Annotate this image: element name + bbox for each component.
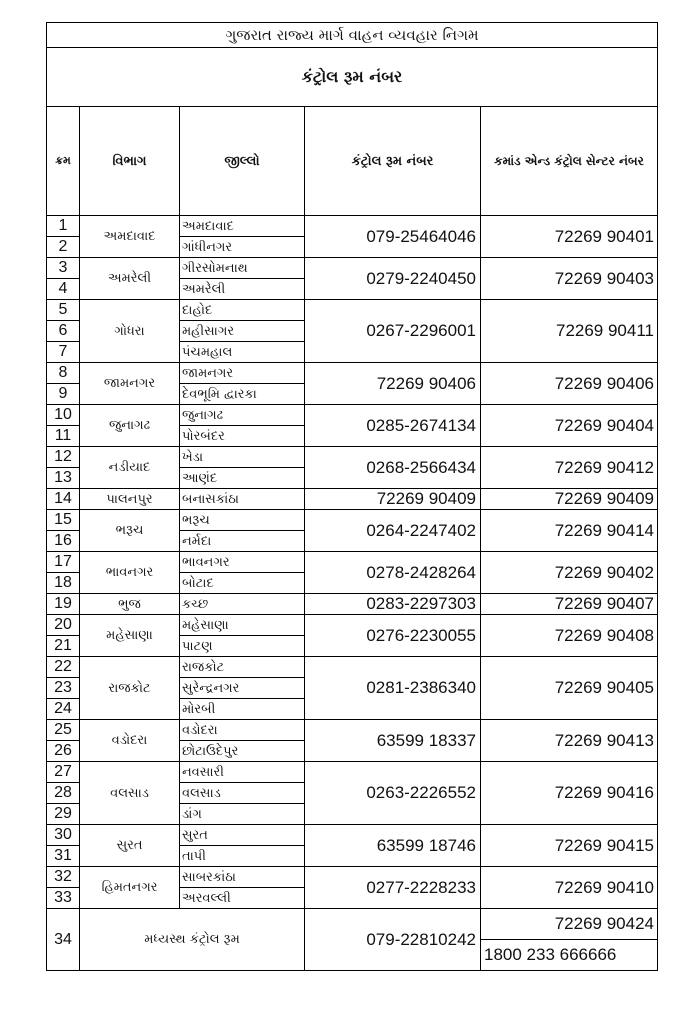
- row-serial: 32: [47, 867, 80, 888]
- control-room-number: 63599 18337: [305, 720, 481, 762]
- row-serial: 14: [47, 489, 80, 510]
- row-serial: 3: [47, 258, 80, 279]
- district-name: નવસારી: [180, 762, 305, 783]
- row-serial: 27: [47, 762, 80, 783]
- table-row: [47, 510, 658, 531]
- control-room-number: 0277-2228233: [305, 867, 481, 909]
- table-row: [47, 489, 658, 510]
- row-serial: 19: [47, 594, 80, 615]
- district-name: વડોદરા: [180, 720, 305, 741]
- district-name: બનાસકાંઠા: [180, 489, 305, 510]
- row-serial: 8: [47, 363, 80, 384]
- command-center-number: 72269 90405: [481, 657, 658, 720]
- division-name: અમરેલી: [80, 258, 180, 300]
- division-name: જુનાગઢ: [80, 405, 180, 447]
- division-name: ગોધરા: [80, 300, 180, 363]
- row-serial: 23: [47, 678, 80, 699]
- row-serial: 20: [47, 615, 80, 636]
- table-row: [47, 300, 658, 321]
- control-room-number: 0276-2230055: [305, 615, 481, 657]
- district-name: નર્મદા: [180, 531, 305, 552]
- district-name: જુનાગઢ: [180, 405, 305, 426]
- row-serial: 30: [47, 825, 80, 846]
- row-serial: 24: [47, 699, 80, 720]
- command-center-number: 72269 90409: [481, 489, 658, 510]
- row-serial: 33: [47, 888, 80, 909]
- district-name: પોરબંદર: [180, 426, 305, 447]
- control-room-number: 0283-2297303: [305, 594, 481, 615]
- control-room-number: 0267-2296001: [305, 300, 481, 363]
- column-header-row: [47, 107, 658, 216]
- district-name: ડાંગ: [180, 804, 305, 825]
- control-room-table: [46, 22, 658, 971]
- control-room-number: 079-25464046: [305, 216, 481, 258]
- district-name: સુરેન્દ્રનગર: [180, 678, 305, 699]
- command-center-number: 72269 90413: [481, 720, 658, 762]
- command-center-number: 72269 90404: [481, 405, 658, 447]
- column-header-control-room: કંટ્રોલ રૂમ નંબર: [305, 107, 481, 216]
- command-center-number: 72269 90416: [481, 762, 658, 825]
- district-name: બોટાદ: [180, 573, 305, 594]
- control-room-number: 0279-2240450: [305, 258, 481, 300]
- district-name: અમરેલી: [180, 279, 305, 300]
- command-center-number: 72269 90414: [481, 510, 658, 552]
- row-serial: 25: [47, 720, 80, 741]
- central-serial: 34: [47, 909, 80, 971]
- division-name: રાજકોટ: [80, 657, 180, 720]
- district-name: મહેસાણા: [180, 615, 305, 636]
- table-row: [47, 258, 658, 279]
- control-room-number: 0263-2226552: [305, 762, 481, 825]
- division-name: સુરત: [80, 825, 180, 867]
- table-row: [47, 720, 658, 741]
- division-name: પાલનપુર: [80, 489, 180, 510]
- table-row: [47, 825, 658, 846]
- row-serial: 17: [47, 552, 80, 573]
- row-serial: 5: [47, 300, 80, 321]
- division-name: વડોદરા: [80, 720, 180, 762]
- row-serial: 13: [47, 468, 80, 489]
- central-tollfree-number: 1800 233 666666: [481, 940, 658, 971]
- district-name: રાજકોટ: [180, 657, 305, 678]
- division-name: નડીયાદ: [80, 447, 180, 489]
- district-name: તાપી: [180, 846, 305, 867]
- central-row: [47, 909, 658, 940]
- district-name: ખેડા: [180, 447, 305, 468]
- table-row: [47, 552, 658, 573]
- district-name: વલસાડ: [180, 783, 305, 804]
- division-name: ભુજ: [80, 594, 180, 615]
- district-name: ભાવનગર: [180, 552, 305, 573]
- row-serial: 15: [47, 510, 80, 531]
- division-name: ભાવનગર: [80, 552, 180, 594]
- control-room-number: 72269 90409: [305, 489, 481, 510]
- command-center-number: 72269 90406: [481, 363, 658, 405]
- command-center-number: 72269 90408: [481, 615, 658, 657]
- district-name: જામનગર: [180, 363, 305, 384]
- table-row: [47, 657, 658, 678]
- district-name: ભરૂચ: [180, 510, 305, 531]
- control-room-number: 0264-2247402: [305, 510, 481, 552]
- district-name: પંચમહાલ: [180, 342, 305, 363]
- title-row: [47, 23, 658, 48]
- row-serial: 16: [47, 531, 80, 552]
- row-serial: 21: [47, 636, 80, 657]
- row-serial: 2: [47, 237, 80, 258]
- division-name: વલસાડ: [80, 762, 180, 825]
- district-name: ગાંધીનગર: [180, 237, 305, 258]
- row-serial: 11: [47, 426, 80, 447]
- control-room-number: 0278-2428264: [305, 552, 481, 594]
- district-name: આણંદ: [180, 468, 305, 489]
- row-serial: 12: [47, 447, 80, 468]
- row-serial: 7: [47, 342, 80, 363]
- table-body: [47, 216, 658, 909]
- command-center-number: 72269 90412: [481, 447, 658, 489]
- command-center-number: 72269 90402: [481, 552, 658, 594]
- command-center-number: 72269 90411: [481, 300, 658, 363]
- district-name: છોટાઉદેપુર: [180, 741, 305, 762]
- control-room-number: 63599 18746: [305, 825, 481, 867]
- row-serial: 18: [47, 573, 80, 594]
- district-name: દાહોદ: [180, 300, 305, 321]
- district-name: દેવભૂમિ દ્વારકા: [180, 384, 305, 405]
- central-control-number: 079-22810242: [305, 909, 481, 971]
- control-room-number: 72269 90406: [305, 363, 481, 405]
- row-serial: 28: [47, 783, 80, 804]
- command-center-number: 72269 90410: [481, 867, 658, 909]
- control-room-document: [46, 22, 657, 971]
- table-row: [47, 216, 658, 237]
- row-serial: 29: [47, 804, 80, 825]
- district-name: અરવલ્લી: [180, 888, 305, 909]
- control-room-number: 0268-2566434: [305, 447, 481, 489]
- division-name: જામનગર: [80, 363, 180, 405]
- district-name: ગીરસોમનાથ: [180, 258, 305, 279]
- division-name: મહેસાણા: [80, 615, 180, 657]
- division-name: હિમતનગર: [80, 867, 180, 909]
- row-serial: 1: [47, 216, 80, 237]
- subtitle-row: [47, 48, 658, 107]
- district-name: અમદાવાદ: [180, 216, 305, 237]
- document-title: ગુજરાત રાજ્ય માર્ગ વાહન વ્યવહાર નિગમ: [47, 23, 658, 48]
- document-subtitle: કંટ્રોલ રૂમ નંબર: [47, 48, 658, 107]
- district-name: પાટણ: [180, 636, 305, 657]
- district-name: મહીસાગર: [180, 321, 305, 342]
- table-row: [47, 594, 658, 615]
- district-name: મોરબી: [180, 699, 305, 720]
- table-row: [47, 615, 658, 636]
- command-center-number: 72269 90401: [481, 216, 658, 258]
- row-serial: 9: [47, 384, 80, 405]
- row-serial: 22: [47, 657, 80, 678]
- row-serial: 6: [47, 321, 80, 342]
- central-command-number: 72269 90424: [481, 909, 658, 940]
- row-serial: 26: [47, 741, 80, 762]
- table-row: [47, 762, 658, 783]
- command-center-number: 72269 90407: [481, 594, 658, 615]
- column-header-command-center: કમાંડ એન્ડ કંટ્રોલ સેન્ટર નંબર: [481, 107, 658, 216]
- control-room-number: 0285-2674134: [305, 405, 481, 447]
- control-room-number: 0281-2386340: [305, 657, 481, 720]
- column-header-serial: ક્રમ: [47, 107, 80, 216]
- central-label: મધ્યસ્થ કંટ્રોલ રૂમ: [80, 909, 305, 971]
- division-name: ભરૂચ: [80, 510, 180, 552]
- row-serial: 4: [47, 279, 80, 300]
- table-row: [47, 405, 658, 426]
- command-center-number: 72269 90415: [481, 825, 658, 867]
- column-header-district: જીલ્લો: [180, 107, 305, 216]
- command-center-number: 72269 90403: [481, 258, 658, 300]
- district-name: કચ્છ: [180, 594, 305, 615]
- column-header-division: વિભાગ: [80, 107, 180, 216]
- district-name: સાબરકાંઠા: [180, 867, 305, 888]
- table-row: [47, 363, 658, 384]
- row-serial: 31: [47, 846, 80, 867]
- table-row: [47, 447, 658, 468]
- district-name: સુરત: [180, 825, 305, 846]
- division-name: અમદાવાદ: [80, 216, 180, 258]
- table-row: [47, 867, 658, 888]
- row-serial: 10: [47, 405, 80, 426]
